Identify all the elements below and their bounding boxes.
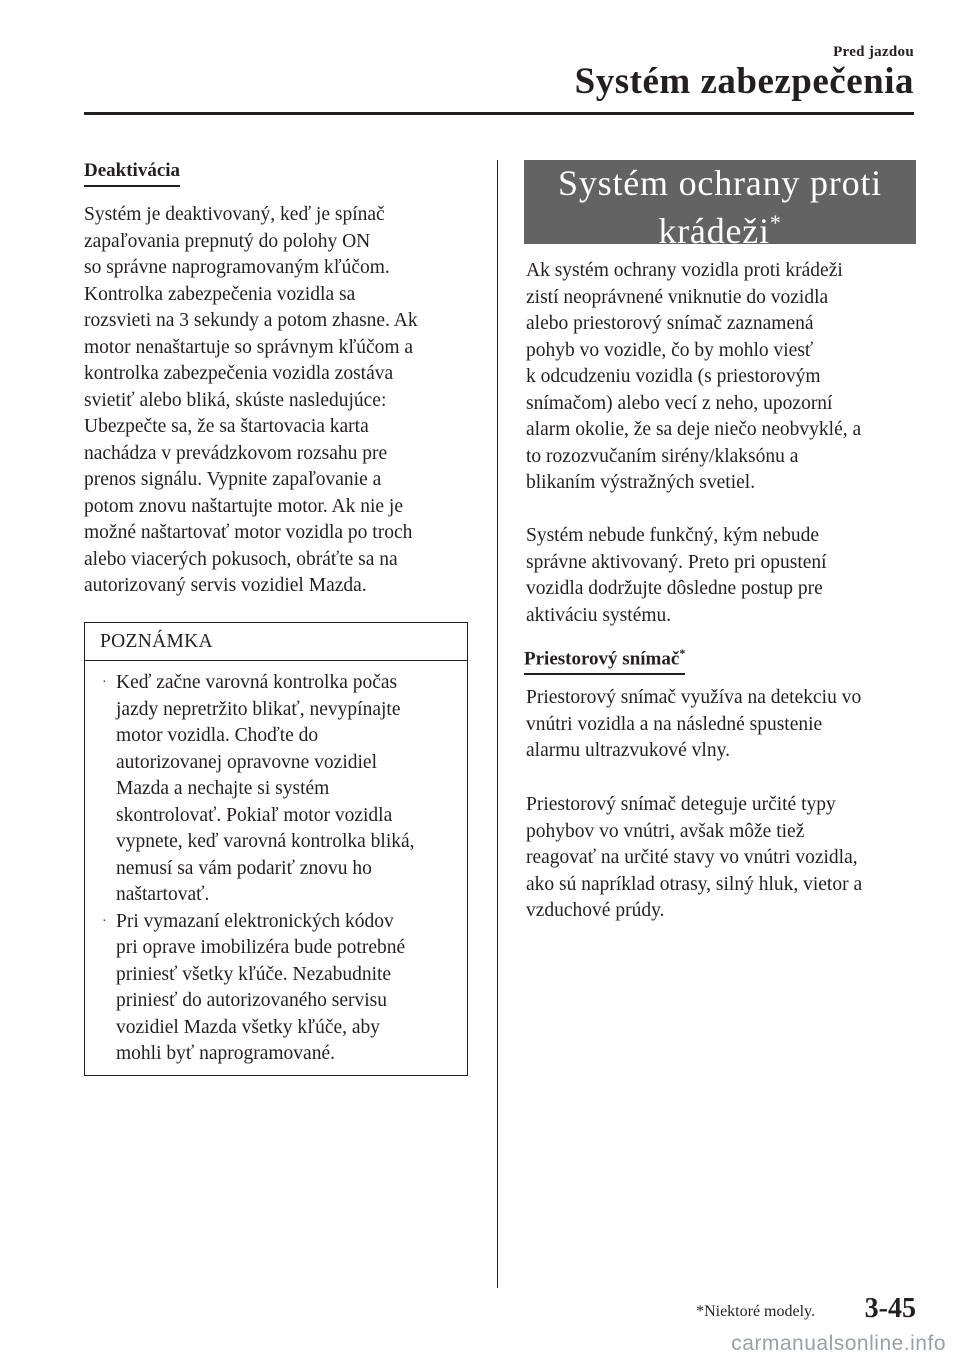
page-title: Systém zabezpečenia — [574, 61, 914, 102]
paragraph-line: správne aktivovaný. Preto pri opustení — [526, 551, 827, 573]
paragraph-line: alebo viacerých pokusoch, obráťte sa na — [84, 548, 398, 570]
paragraph-line: možné naštartovať motor vozidla po troch — [84, 522, 413, 543]
paragraph-line: snímačom) alebo vecí z neho, upozorní — [526, 392, 833, 414]
section-label: Pred jazdou — [833, 44, 914, 60]
paragraph-line: vzduchové prúdy. — [526, 900, 665, 921]
paragraph-line: ako sú napríklad otrasy, silný hluk, vietor a — [526, 873, 863, 895]
footnote: *Niektoré modely. — [696, 1303, 815, 1320]
page-number: 3-45 — [864, 1293, 916, 1324]
note-items — [85, 661, 467, 1068]
paragraph-line: autorizovaný servis vozidiel Mazda. — [84, 575, 367, 596]
paragraph-line: svietiť alebo bliká, skúste nasledujúce: — [84, 389, 387, 411]
paragraph-line: alebo priestorový snímač zaznamená — [526, 313, 814, 334]
note-line: Pri vymazaní elektronických kódov — [116, 910, 394, 932]
banner-asterisk: * — [769, 210, 782, 235]
watermark: carmanualsonline.info — [731, 1332, 946, 1355]
note-line: priniesť všetky kľúče. Nezabudnite — [116, 963, 392, 985]
paragraph-line: pohyb vo vozidle, čo by mohlo viesť — [526, 339, 814, 361]
banner-title-line2 — [524, 204, 916, 250]
section-banner — [524, 160, 916, 251]
paragraph-line: zapaľovania prepnutý do polohy ON — [84, 230, 371, 252]
paragraph-line: Systém nebude funkčný, kým nebude — [526, 525, 819, 546]
sensor-movement-paragraph — [526, 792, 926, 925]
subheading-deactivation: Deaktivácia — [84, 160, 180, 187]
paragraph-line: Kontrolka zabezpečenia vozidla sa — [84, 283, 356, 305]
left-subheading-wrap — [84, 160, 180, 187]
note-line: naštartovať. — [116, 884, 210, 905]
paragraph-line: to rozozvučaním sirény/klaksónu a — [526, 445, 799, 467]
paragraph-line: vozidla dodržujte dôsledne postup pre — [526, 578, 823, 599]
paragraph-line: Ubezpečte sa, že sa štartovacia karta — [84, 416, 369, 437]
bullet-icon: · — [102, 913, 107, 929]
right-subheading-wrap — [524, 646, 685, 675]
note-box — [84, 622, 468, 1076]
paragraph-line: nachádza v prevádzkovom rozsahu pre — [84, 442, 388, 464]
subheading-text: Priestorový snímač — [524, 648, 680, 670]
paragraph-line: vnútri vozidla a na následné spustenie — [526, 713, 823, 735]
note-line: priniesť do autorizovaného servisu — [116, 990, 387, 1011]
note-line: vypnete, keď varovná kontrolka bliká, — [116, 831, 415, 852]
note-line: Mazda a nechajte si systém — [116, 778, 330, 799]
note-line: jazdy nepretržito blikať, nevypínajte — [116, 698, 401, 720]
note-line: mohli byť naprogramované. — [116, 1043, 335, 1064]
paragraph-line: so správne naprogramovaným kľúčom. — [84, 257, 390, 278]
paragraph-line: blikaním výstražných svetiel. — [526, 472, 756, 493]
paragraph-line: alarmu ultrazvukové vlny. — [526, 740, 730, 761]
note-list-item — [85, 670, 467, 909]
paragraph-line: rozsvieti na 3 sekundy a potom zhasne. Ak — [84, 310, 418, 331]
subheading-asterisk: * — [679, 646, 686, 660]
note-list-item — [85, 909, 467, 1068]
paragraph-line: motor nenaštartuje so správnym kľúčom a — [84, 336, 414, 358]
paragraph-line: zistí neoprávnené vniknutie do vozidla — [526, 286, 829, 308]
banner-title-line1: Systém ochrany proti — [558, 163, 882, 203]
paragraph-line: Systém je deaktivovaný, keď je spínač — [84, 204, 385, 225]
note-line: motor vozidla. Choďte do — [116, 725, 319, 746]
note-line: autorizovanej opravovne vozidiel — [116, 751, 377, 773]
paragraph-line: reagovať na určité stavy vo vnútri vozidla, — [526, 847, 858, 868]
note-title: POZNÁMKA — [85, 623, 467, 661]
note-line: skontrolovať. Pokiaľ motor vozidla — [116, 804, 393, 826]
paragraph-line: kontrolka zabezpečenia vozidla zostáva — [84, 363, 394, 384]
note-line: vozidiel Mazda všetky kľúče, aby — [116, 1016, 381, 1038]
note-line: Keď začne varovná kontrolka počas — [116, 672, 398, 693]
anti-theft-paragraph — [526, 258, 926, 497]
subheading-intrusion-sensor — [524, 646, 685, 675]
sensor-detection-paragraph — [526, 685, 926, 765]
note-line: pri oprave imobilizéra bude potrebné — [116, 937, 406, 958]
paragraph-line: pohybov vo vnútri, avšak môže tiež — [526, 820, 805, 842]
paragraph-line: alarm okolie, že sa deje niečo neobvyklé, a — [526, 419, 862, 440]
note-line: nemusí sa vám podariť znovu ho — [116, 857, 372, 879]
paragraph-line: potom znovu naštartujte motor. Ak nie je — [84, 495, 403, 517]
header-rule — [84, 112, 914, 115]
paragraph-line: Ak systém ochrany vozidla proti krádeži — [526, 260, 843, 281]
paragraph-line: Priestorový snímač využíva na detekciu vo — [526, 687, 862, 708]
paragraph-line: Priestorový snímač deteguje určité typy — [526, 794, 836, 815]
paragraph-line: aktiváciu systému. — [526, 604, 672, 626]
activation-paragraph — [526, 523, 926, 629]
deactivation-paragraph — [84, 202, 484, 600]
column-divider — [497, 160, 498, 1288]
paragraph-line: prenos signálu. Vypnite zapaľovanie a — [84, 469, 382, 490]
paragraph-line: k odcudzeniu vozidla (s priestorovým — [526, 366, 821, 387]
banner-title-word: krádeži — [658, 211, 770, 251]
bullet-icon: · — [102, 675, 107, 690]
